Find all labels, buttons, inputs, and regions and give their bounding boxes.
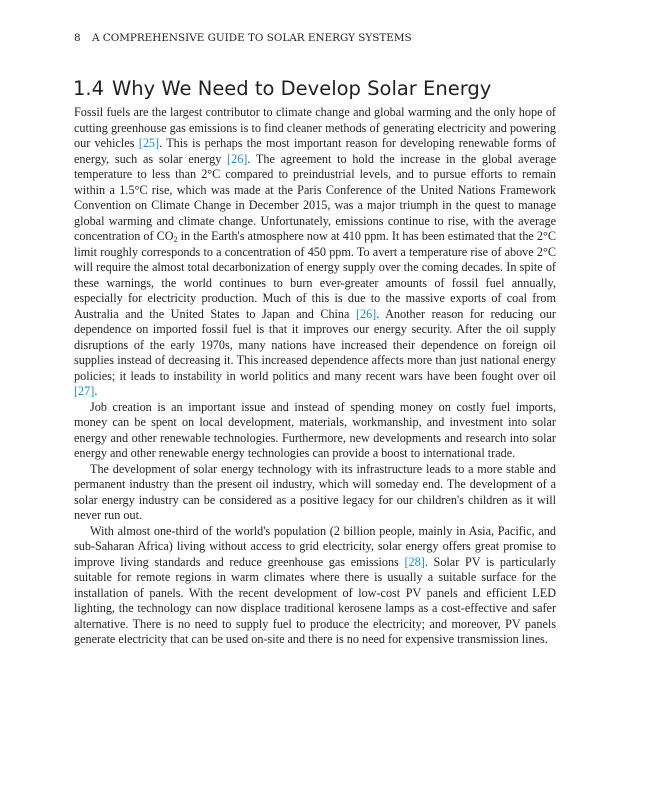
- citation-link[interactable]: [25]: [138, 136, 160, 150]
- p1-text-6: .: [94, 384, 98, 398]
- p4-text-1: With almost one-third of the world's population (2 billion people, mainly in Asia, Pacific, and sub-Saharan Africa) living without access to grid electricity, solar energy offers great promise to improve living standards and reduce greenhouse gas emissions: [74, 523, 556, 569]
- citation-link[interactable]: [26]: [355, 306, 377, 321]
- running-title: A COMPREHENSIVE GUIDE TO SOLAR ENERGY SYSTEMS: [91, 32, 412, 44]
- p1-text-5: . Another reason for reducing our dependence on imported fossil fuel is that it improves our energy security. After the oil supply disruptions of the early 1970s, many nations have increased their dependence on foreign oil supplies instead of decreasing it. This increased dependence affects more than just national energy policies; it leads to instability in world politics and many recent wars have been fought over oil: [74, 306, 556, 383]
- paragraph-4: [74, 524, 556, 648]
- body-text: [74, 105, 556, 648]
- p1-text-3: . The agreement to hold the increase in the global average temperature to less than 2°C compared to preindustrial levels, and to pursue efforts to remain within a 1.5°C rise, which was made at the Paris Conference of the United Nations Framework Convention on Climate Change in December 2015, was a major triumph in the quest to manage global warming and climate change. Unfortunately, emissions continue to rise, with the average concentration of CO: [74, 151, 556, 243]
- paragraph-3: [74, 462, 556, 524]
- citation-link[interactable]: [26]: [227, 151, 248, 166]
- citation-link[interactable]: [27]: [74, 384, 95, 398]
- p1-text-1: Fossil fuels are the largest contributor to climate change and global warming and the only hope of cutting greenhouse gas emissions is to find cleaner methods of generating electricity and powering our vehicles: [74, 105, 556, 150]
- p1-text-4: in the Earth's atmosphere now at 410 ppm. It has been estimated that the 2°C limit roughly corresponds to a concentration of 450 ppm. To avert a temperature rise of above 2°C will require the almost total decarbonization of energy supply over the coming decades. In spite of these warnings, the world continues to burn ever-greater amounts of fossil fuel annually, especially for electricity production. Much of this is due to the massive exports of coal from Australia and the United States to Japan and China: [74, 229, 556, 321]
- paragraph-1: [74, 105, 556, 400]
- paragraph-2: [74, 400, 556, 462]
- p3-text: The development of solar energy technology with its infrastructure leads to a more stable and permanent industry than the present oil industry, which will someday end. The development of a solar energy industry can be considered as a positive legacy for our children's children as it will never run out.: [74, 461, 556, 522]
- page-number: 8: [74, 32, 81, 44]
- p2-text: Job creation is an important issue and instead of spending money on costly fuel imports, money can be spent on local development, materials, workmanship, and investment into solar energy and other renewable technologies. Furthermore, new developments and research into solar energy and other renewable energy technologies can provide a boost to international trade.: [74, 399, 556, 460]
- section-heading: [73, 76, 573, 102]
- running-header: [74, 31, 574, 45]
- section-number: 1.4: [73, 77, 105, 100]
- co2-subscript: 2: [173, 235, 178, 244]
- p1-text-2: . This is perhaps the most important reason for developing renewable forms of energy, such as solar energy: [74, 136, 556, 166]
- p4-text-2: . Solar PV is particularly suitable for remote regions in warm climates where there is usually a suitable surface for the installation of panels. With the recent development of low-cost PV panels and efficient LED lighting, the technology can now displace traditional kerosene lamps as a cost-effective and safer alternative. There is no need to supply fuel to produce the electricity; and moreover, PV panels generate electricity that can be used on-site and there is no need for expensive transmission lines.: [74, 554, 556, 646]
- section-title: Why We Need to Develop Solar Energy: [112, 77, 492, 100]
- citation-link[interactable]: [28]: [404, 554, 425, 569]
